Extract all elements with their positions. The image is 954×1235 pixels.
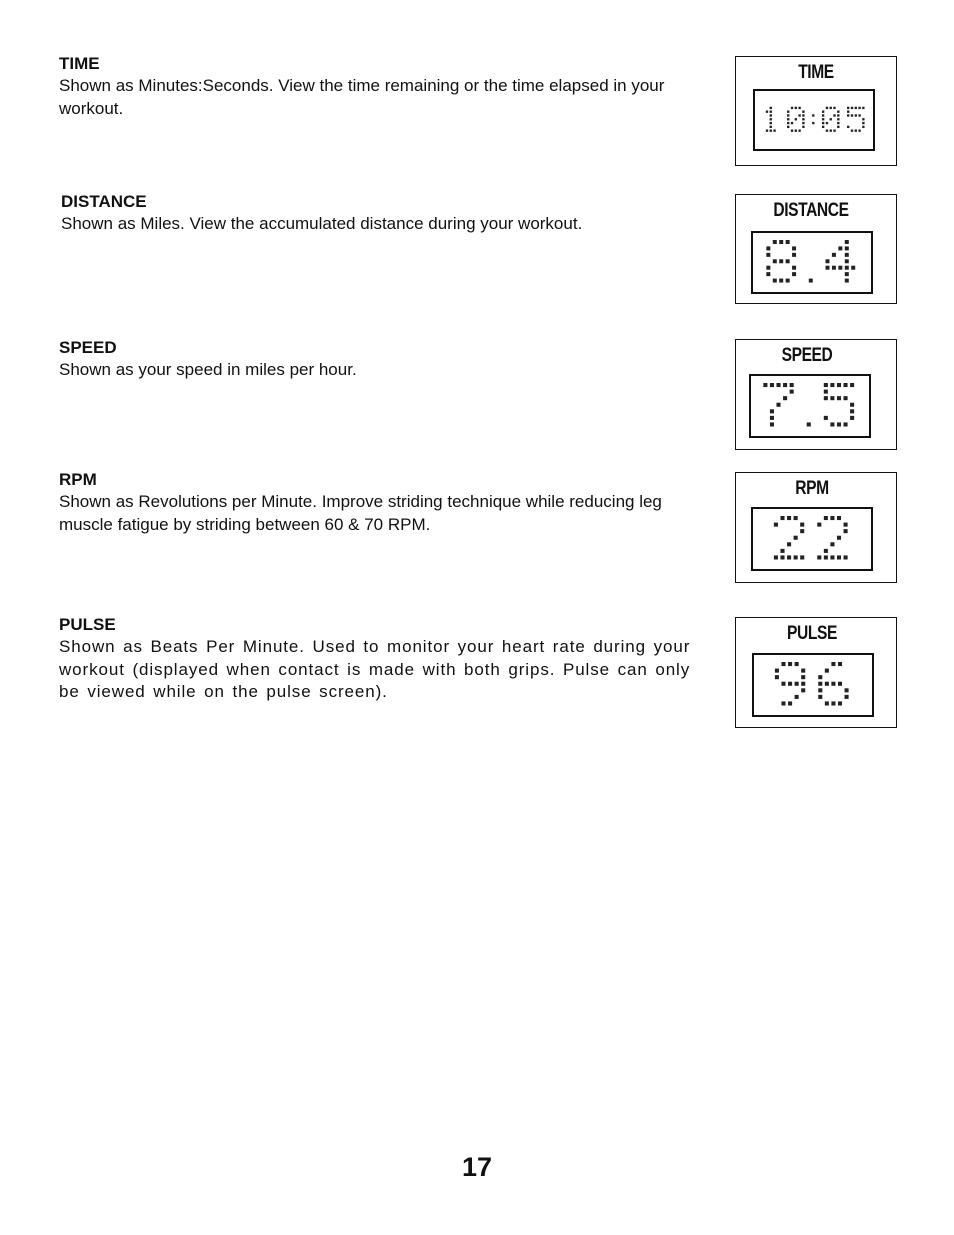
time-heading: TIME [59,54,100,73]
lcd-glyph [766,240,796,283]
rpm-heading: RPM [59,470,97,489]
rpm-description: Shown as Revolutions per Minute. Improve striding technique while reducing leg muscle fatigue by striding between 60 & 70 RPM. [59,492,662,534]
lcd-glyph [817,516,847,560]
lcd-glyph [774,516,804,560]
distance-heading: DISTANCE [61,192,147,211]
page-number: 17 [461,1152,493,1182]
pulse-display-label: PULSE [787,623,837,644]
speed-display-screen [749,374,871,438]
pulse-display-screen [752,653,874,717]
speed-display-label: SPEED [781,345,833,366]
time-display-screen [753,89,875,151]
speed-display-panel [735,339,897,450]
rpm-display-screen [751,507,873,571]
lcd-glyph [775,662,805,706]
rpm-display-value [753,509,871,569]
pulse-heading: PULSE [59,615,116,634]
lcd-glyph [812,114,814,124]
lcd-glyph [763,383,793,427]
lcd-glyph [787,107,805,132]
lcd-glyph [824,383,854,427]
pulse-display-value [754,655,872,715]
rpm-display-panel [735,472,897,583]
lcd-glyph [766,107,776,132]
speed-section [59,337,709,382]
pulse-display-panel [735,617,897,728]
time-display-value [755,91,873,149]
distance-display-value [753,233,871,292]
lcd-glyph [807,422,811,426]
speed-description: Shown as your speed in miles per hour. [59,360,357,379]
lcd-glyph [826,240,856,283]
lcd-glyph [809,279,813,283]
speed-heading: SPEED [59,338,117,357]
time-display-label: TIME [798,62,834,83]
pulse-section [59,614,707,704]
distance-description: Shown as Miles. View the accumulated distance during your workout. [61,214,583,233]
lcd-glyph [847,107,865,132]
lcd-glyph [822,107,840,132]
lcd-glyph [818,662,848,706]
distance-display-panel [735,194,897,304]
time-description: Shown as Minutes:Seconds. View the time remaining or the time elapsed in your workout. [59,76,665,118]
speed-display-value [751,376,869,436]
distance-section [61,191,711,236]
time-section [59,53,709,120]
distance-display-label: DISTANCE [773,200,849,221]
rpm-display-label: RPM [795,478,829,499]
rpm-section [59,469,704,536]
time-display-panel [735,56,897,166]
distance-display-screen [751,231,873,294]
pulse-description: Shown as Beats Per Minute. Used to monitor your heart rate during your workout (displayed when contact is made with both grips. Pulse can only be viewed while on the pulse screen). [59,637,691,701]
